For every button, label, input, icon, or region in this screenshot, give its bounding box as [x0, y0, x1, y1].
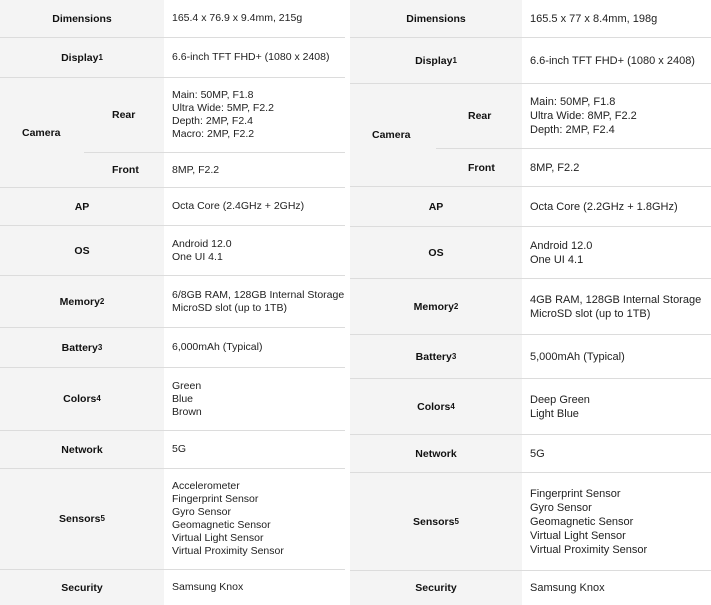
value-battery: 5,000mAh (Typical) [530, 350, 625, 363]
label-camera-front: Front [468, 162, 495, 174]
value-security: Samsung Knox [530, 582, 605, 594]
label-memory: Memory 2 [350, 279, 522, 334]
row-os [0, 226, 345, 276]
label-colors: Colors 4 [0, 368, 164, 430]
row-dimensions [350, 0, 711, 38]
label-colors: Colors 4 [350, 379, 522, 434]
label-battery: Battery 3 [350, 335, 522, 378]
value-ap: Octa Core (2.2GHz + 1.8GHz) [530, 200, 678, 213]
value-network: 5G [172, 443, 187, 455]
row-network [0, 431, 345, 469]
value-memory: 6/8GB RAM, 128GB Internal Storage MicroSD slot (up to 1TB) [172, 288, 345, 314]
value-colors: Green Blue Brown [172, 379, 202, 418]
row-memory [0, 276, 345, 328]
row-battery [0, 328, 345, 368]
value-camera-rear: Main: 50MP, F1.8 Ultra Wide: 8MP, F2.2 Depth: 2MP, F2.4 [530, 96, 637, 136]
label-os: OS [350, 227, 522, 278]
label-camera-front: Front [112, 164, 139, 176]
row-colors [0, 368, 345, 431]
label-security: Security [350, 571, 522, 605]
label-camera-rear: Rear [468, 110, 492, 122]
row-camera [350, 84, 711, 187]
value-memory: 4GB RAM, 128GB Internal Storage MicroSD slot (up to 1TB) [530, 293, 702, 320]
row-ap [0, 188, 345, 226]
label-os: OS [0, 226, 164, 275]
row-ap [350, 187, 711, 227]
label-sensors: Sensors 5 [0, 469, 164, 569]
row-os [350, 227, 711, 279]
value-camera-front: 8MP, F2.2 [530, 162, 580, 174]
label-camera: Camera [350, 84, 522, 186]
value-security: Samsung Knox [172, 581, 244, 593]
value-colors: Deep Green Light Blue [530, 393, 590, 420]
camera-rear [0, 78, 345, 152]
value-display: 6.6-inch TFT FHD+ (1080 x 2408) [530, 54, 695, 67]
row-security [350, 571, 711, 605]
label-display: Display 1 [350, 38, 522, 83]
label-battery: Battery 3 [0, 328, 164, 367]
label-network: Network [0, 431, 164, 468]
label-memory: Memory 2 [0, 276, 164, 327]
value-display: 6.6-inch TFT FHD+ (1080 x 2408) [172, 51, 330, 63]
value-sensors: Accelerometer Fingerprint Sensor Gyro Sensor Geomagnetic Sensor Virtual Light Sensor Virtual Proximity Sensor [172, 480, 284, 557]
label-display: Display 1 [0, 38, 164, 77]
row-display [350, 38, 711, 84]
label-network: Network [350, 435, 522, 472]
row-colors [350, 379, 711, 435]
label-security: Security [0, 570, 164, 605]
label-ap: AP [350, 187, 522, 226]
row-dimensions [0, 0, 345, 38]
camera-rear [350, 84, 711, 148]
row-security [0, 570, 345, 605]
value-os: Android 12.0 One UI 4.1 [172, 237, 232, 263]
label-camera-rear: Rear [112, 109, 136, 121]
value-camera-front: 8MP, F2.2 [172, 163, 220, 176]
label-camera: Camera [0, 78, 164, 187]
value-camera-rear: Main: 50MP, F1.8 Ultra Wide: 5MP, F2.2 Depth: 2MP, F2.4 Macro: 2MP, F2.2 [172, 89, 274, 140]
value-battery: 6,000mAh (Typical) [172, 341, 263, 353]
row-network [350, 435, 711, 473]
spec-table-left [0, 0, 345, 605]
value-network: 5G [530, 447, 545, 460]
row-display [0, 38, 345, 78]
value-dimensions: 165.5 x 77 x 8.4mm, 198g [530, 12, 658, 25]
camera-front [350, 149, 711, 187]
value-dimensions: 165.4 x 76.9 x 9.4mm, 215g [172, 12, 303, 24]
label-sensors: Sensors 5 [350, 473, 522, 570]
camera-front [0, 153, 345, 187]
spec-table-right [350, 0, 711, 605]
row-memory [350, 279, 711, 335]
value-sensors: Fingerprint Sensor Gyro Sensor Geomagnetic Sensor Virtual Light Sensor Virtual Proximity Sensor [530, 487, 648, 556]
row-battery [350, 335, 711, 379]
label-ap: AP [0, 188, 164, 225]
label-dimensions: Dimensions [350, 0, 522, 37]
row-sensors [0, 469, 345, 570]
label-dimensions: Dimensions [0, 0, 164, 37]
row-sensors [350, 473, 711, 571]
value-ap: Octa Core (2.4GHz + 2GHz) [172, 200, 305, 212]
row-camera [0, 78, 345, 188]
value-os: Android 12.0 One UI 4.1 [530, 239, 593, 266]
